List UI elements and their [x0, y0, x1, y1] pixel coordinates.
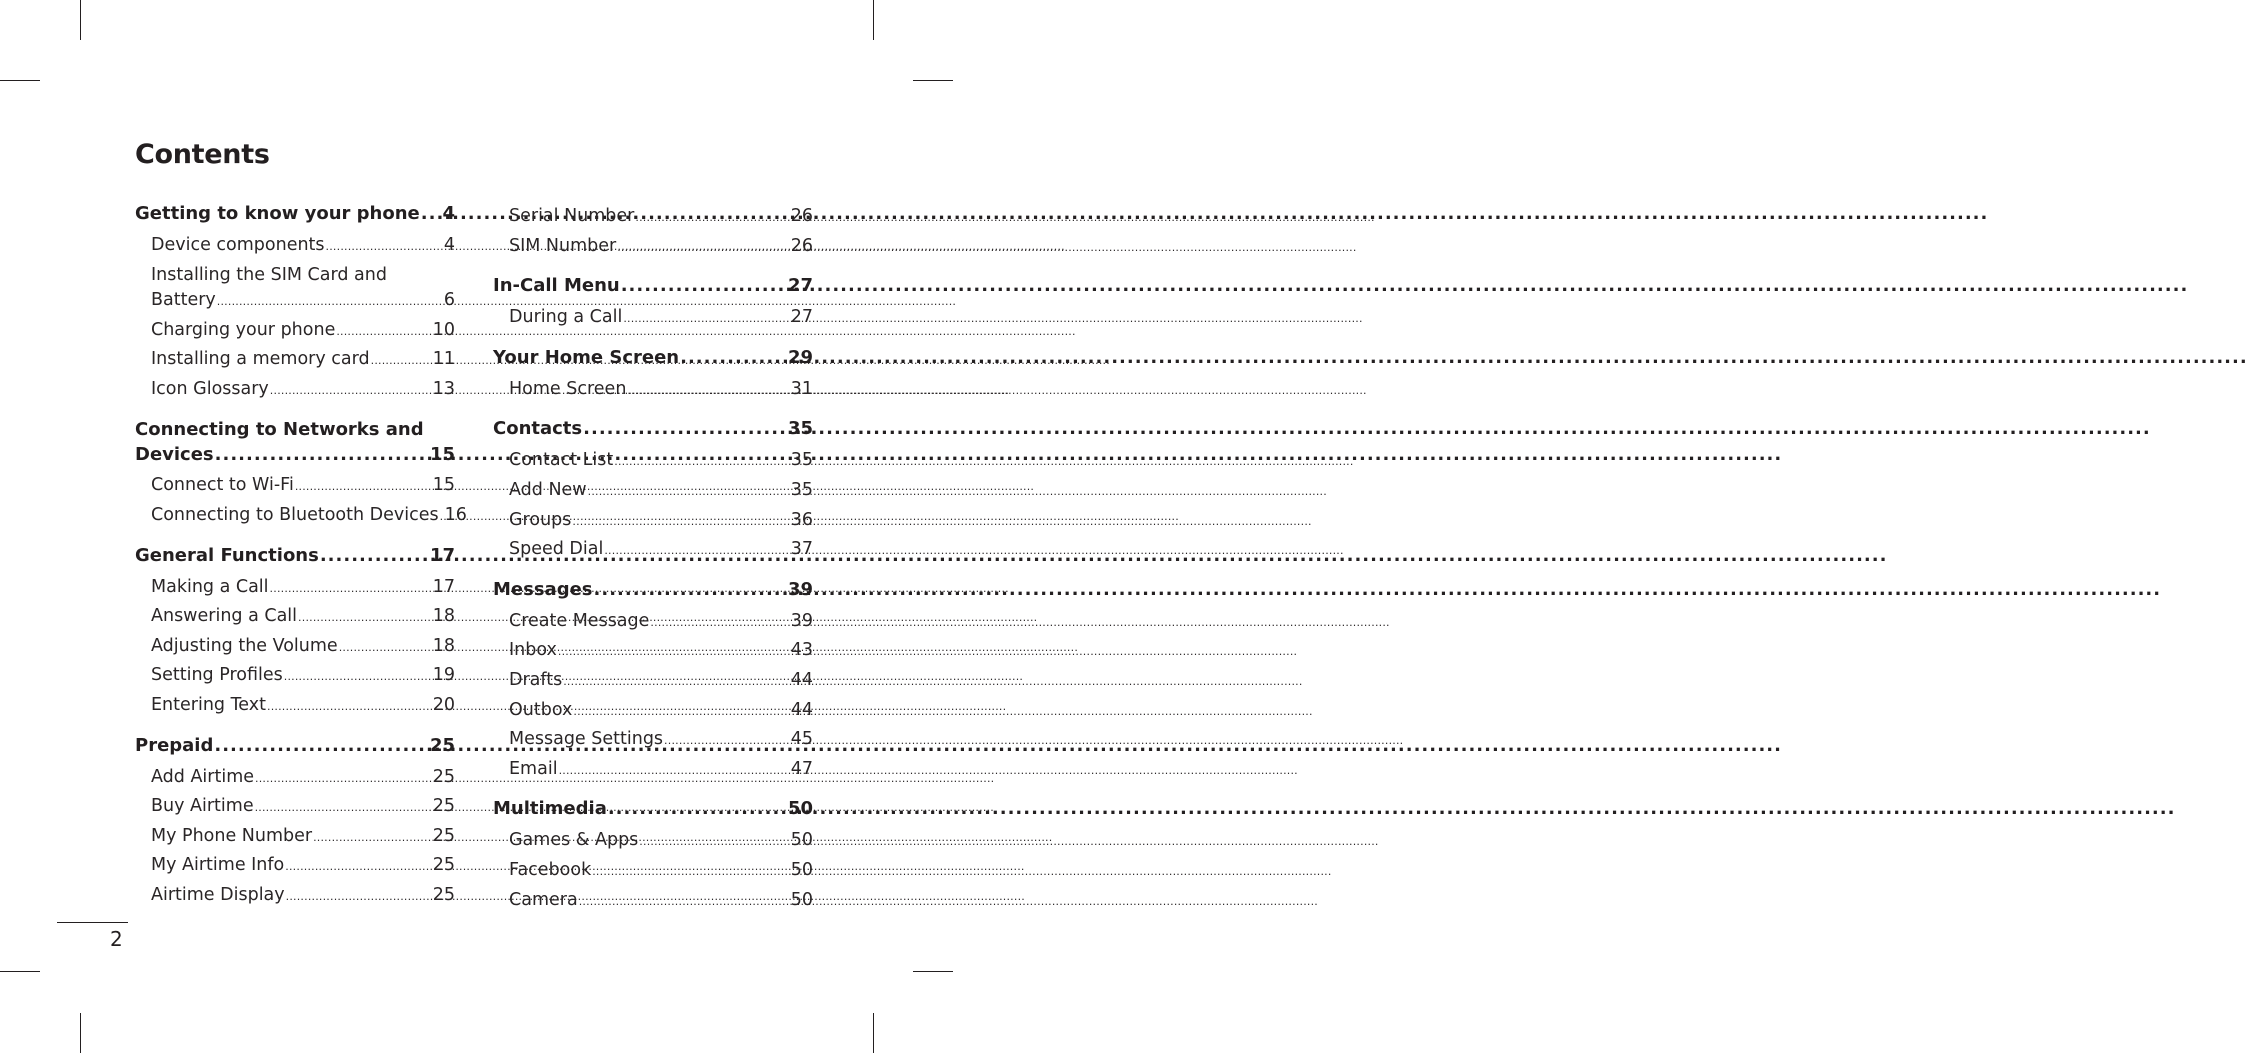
toc-left-column: [135, 202, 467, 911]
crop-mark: [913, 80, 953, 81]
toc-entry[interactable]: SIM Number ..... 26: [493, 232, 813, 262]
crop-mark: [0, 971, 40, 972]
dot-leader: [339, 633, 432, 663]
toc-heading[interactable]: Multimedia ..... 50: [493, 797, 813, 821]
dot-leader: [320, 544, 429, 568]
toc-entry[interactable]: Airtime Display ..... 25: [135, 881, 455, 911]
toc-entry[interactable]: Installing the SIM Card and Battery ..... 6: [135, 263, 455, 313]
toc-heading[interactable]: Messages ..... 39: [493, 578, 813, 602]
dot-leader: [255, 793, 432, 823]
dot-leader: [588, 477, 790, 507]
dot-leader: [583, 417, 787, 441]
toc-entry[interactable]: Create Message ..... 39: [493, 607, 813, 637]
dot-leader: [371, 346, 432, 376]
crop-mark: [873, 0, 874, 40]
dot-leader: [639, 827, 789, 857]
dot-leader: [558, 637, 790, 667]
dot-leader: [270, 574, 432, 604]
toc-heading[interactable]: Contacts ..... 35: [493, 417, 813, 441]
toc-entry[interactable]: Groups ..... 36: [493, 506, 813, 536]
toc-entry[interactable]: Setting Profiles ..... 19: [135, 661, 455, 691]
toc-section: [135, 417, 467, 530]
toc-right-column: [493, 202, 813, 915]
toc-entry[interactable]: Outbox ..... 44: [493, 696, 813, 726]
toc-entry[interactable]: Entering Text ..... 20: [135, 691, 455, 721]
toc-entry[interactable]: Connecting to Bluetooth Devices ..... 16: [135, 501, 455, 531]
toc-entry[interactable]: Camera ..... 50: [493, 886, 813, 916]
toc-section: [135, 544, 455, 721]
dot-leader: [617, 233, 789, 263]
toc-section: [493, 797, 813, 915]
dot-leader: [336, 317, 431, 347]
dot-leader: [608, 797, 787, 821]
page-title: Contents: [135, 139, 270, 170]
dot-leader: [594, 578, 787, 602]
toc-entry[interactable]: During a Call ..... 27: [493, 303, 813, 333]
dot-leader: [627, 376, 789, 406]
dot-leader: [313, 823, 432, 853]
toc-section: [135, 734, 455, 911]
dot-leader: [621, 274, 787, 298]
dot-leader: [214, 734, 429, 758]
toc-entry[interactable]: My Phone Number ..... 25: [135, 822, 455, 852]
toc-entry[interactable]: Serial Number ..... 26: [493, 202, 813, 232]
dot-leader: [326, 232, 443, 262]
toc-section: [493, 346, 813, 405]
dot-leader: [284, 662, 432, 692]
dot-leader: [286, 882, 432, 912]
dot-leader: [440, 502, 444, 532]
dot-leader: [572, 507, 789, 537]
dot-leader: [604, 536, 789, 566]
dot-leader: [285, 852, 431, 882]
toc-section: [135, 202, 455, 404]
page-number: 2: [110, 927, 123, 951]
toc-entry[interactable]: Games & Apps ..... 50: [493, 826, 813, 856]
toc-entry[interactable]: Speed Dial ..... 37: [493, 535, 813, 565]
toc-entry[interactable]: Charging your phone ..... 10: [135, 316, 455, 346]
toc-entry[interactable]: Answering a Call ..... 18: [135, 602, 455, 632]
dot-leader: [295, 472, 432, 502]
toc-entry[interactable]: Installing a memory card ..... 11: [135, 345, 455, 375]
toc-entry[interactable]: Connect to Wi-Fi ..... 15: [135, 471, 455, 501]
toc-entry[interactable]: Facebook ..... 50: [493, 856, 813, 886]
dot-leader: [559, 756, 790, 786]
dot-leader: [592, 857, 789, 887]
crop-mark: [80, 0, 81, 40]
toc-section: [493, 202, 813, 261]
toc-entry[interactable]: Adjusting the Volume ..... 18: [135, 632, 455, 662]
dot-leader: [563, 667, 789, 697]
toc-entry[interactable]: Add New ..... 35: [493, 476, 813, 506]
dot-leader: [614, 447, 789, 477]
dot-leader: [579, 887, 790, 917]
dot-leader: [623, 304, 789, 334]
toc-entry[interactable]: Icon Glossary ..... 13: [135, 375, 455, 405]
dot-leader: [650, 608, 789, 638]
toc-entry[interactable]: Add Airtime ..... 25: [135, 763, 455, 793]
toc-heading[interactable]: Your Home Screen ..... 29: [493, 346, 813, 370]
toc-entry[interactable]: Making a Call ..... 17: [135, 573, 455, 603]
toc-heading[interactable]: Prepaid ..... 25: [135, 734, 455, 758]
toc-heading[interactable]: Connecting to Networks and Devices ..... 15: [135, 417, 455, 467]
footer-rule: [57, 922, 128, 923]
crop-mark: [913, 971, 953, 972]
dot-leader: [255, 764, 432, 794]
toc-entry[interactable]: Message Settings ..... 45: [493, 725, 813, 755]
crop-mark: [80, 1013, 81, 1053]
dot-leader: [215, 442, 429, 467]
toc-heading[interactable]: Getting to know your phone ..... 4: [135, 202, 455, 226]
dot-leader: [573, 697, 789, 727]
toc-section: [493, 417, 813, 564]
dot-leader: [680, 346, 787, 370]
crop-mark: [873, 1013, 874, 1053]
dot-leader: [267, 692, 432, 722]
toc-entry[interactable]: My Airtime Info ..... 25: [135, 851, 455, 881]
dot-leader: [664, 726, 790, 756]
toc-entry[interactable]: Email ..... 47: [493, 755, 813, 785]
dot-leader: [421, 202, 442, 226]
toc-heading[interactable]: General Functions ..... 17: [135, 544, 455, 568]
toc-entry[interactable]: Home Screen ..... 31: [493, 375, 813, 405]
toc-entry[interactable]: Contact List ..... 35: [493, 446, 813, 476]
dot-leader: [298, 603, 432, 633]
toc-entry[interactable]: Buy Airtime ..... 25: [135, 792, 455, 822]
toc-entry[interactable]: Inbox ..... 43: [493, 636, 813, 666]
dot-leader: [635, 203, 789, 233]
toc-entry[interactable]: Drafts ..... 44: [493, 666, 813, 696]
dot-leader: [270, 376, 432, 406]
crop-mark: [0, 80, 40, 81]
dot-leader: [217, 289, 443, 314]
toc-heading[interactable]: In-Call Menu ..... 27: [493, 274, 813, 298]
toc-entry[interactable]: Device components ..... 4: [135, 231, 455, 261]
toc-section: [493, 578, 813, 785]
toc-section: [493, 274, 813, 333]
